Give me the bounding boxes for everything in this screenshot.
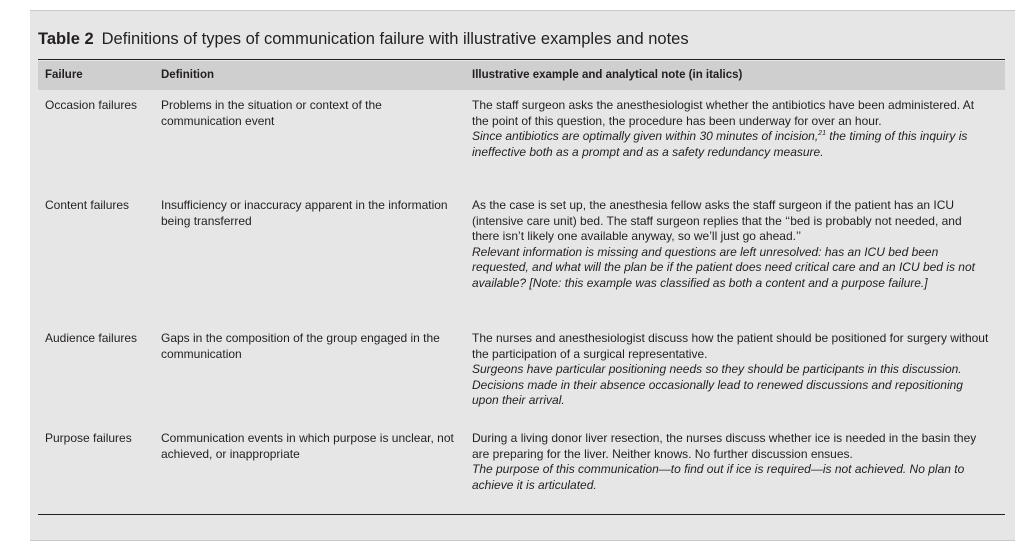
header-definition: Definition — [161, 69, 215, 81]
row-purpose-note: The purpose of this communication—to find out if ice is required—is not achieved. No plan to achieve it is articulated. — [472, 462, 965, 492]
row-content-definition: Insufficiency or inaccuracy apparent in the information being transferred — [161, 198, 448, 228]
row-occasion-failure: Occasion failures — [45, 98, 138, 112]
row-purpose-definition: Communication events in which purpose is unclear, not achieved, or inappropriate — [161, 431, 454, 461]
row-purpose-example: During a living donor liver resection, the nurses discuss whether ice is needed in the basin they are preparing for the liver. Neither knows. No further discussion ensues. — [472, 431, 977, 461]
table-panel — [30, 10, 1015, 541]
table-bottom-rule — [38, 514, 1005, 515]
header-example: Illustrative example and analytical note (in italics) — [472, 69, 743, 81]
row-content-example: As the case is set up, the anesthesia fellow asks the staff surgeon if the patient has an ICU (intensive care unit) bed. The staff surgeon replies that the ‘‘bed is probably not needed, and there isn’t likely one available anyway, so we’ll just go ahead.’’ — [472, 198, 962, 243]
row-content-failure: Content failures — [45, 198, 130, 212]
row-audience-example: The nurses and anesthesiologist discuss how the patient should be positioned for surgery without the participation of a surgical representative. — [472, 331, 989, 361]
table-label: Table 2 — [38, 30, 94, 48]
row-purpose-failure: Purpose failures — [45, 431, 132, 445]
table-title: Definitions of types of communication failure with illustrative examples and notes — [101, 30, 689, 48]
row-occasion-example: The staff surgeon asks the anesthesiologist whether the antibiotics have been administered. At the point of this question, the procedure has been underway for over an hour. — [472, 98, 975, 128]
row-occasion-note-part1: Since antibiotics are optimally given within 30 minutes of incision, — [472, 129, 819, 143]
row-audience-note: Surgeons have particular positioning needs so they should be participants in this discussion. Decisions made in their absence occasionally lead to renewed discussions and repositioning upon their arrival. — [472, 362, 963, 407]
row-occasion-note-part2: the timing of this inquiry is ineffective both as a prompt and as a safety redundancy measure. — [472, 129, 968, 159]
row-occasion-example-cell — [472, 98, 992, 160]
table-caption — [38, 30, 689, 49]
row-purpose-example-cell — [472, 431, 992, 493]
row-content-note: Relevant information is missing and questions are left unresolved: has an ICU bed been requested, and what will the plan be if the patient does need critical care and an ICU bed is not available? [Note: this example was classified as both a content and a purpose failure.] — [472, 244, 975, 290]
row-audience-definition: Gaps in the composition of the group engaged in the communication — [161, 331, 440, 361]
citation-ref: 21 — [818, 130, 826, 137]
row-audience-example-cell — [472, 331, 992, 409]
row-occasion-definition: Problems in the situation or context of the communication event — [161, 98, 382, 128]
row-audience-failure: Audience failures — [45, 331, 138, 345]
header-failure: Failure — [45, 69, 83, 81]
row-occasion-note — [472, 129, 992, 160]
row-content-example-cell — [472, 198, 992, 291]
